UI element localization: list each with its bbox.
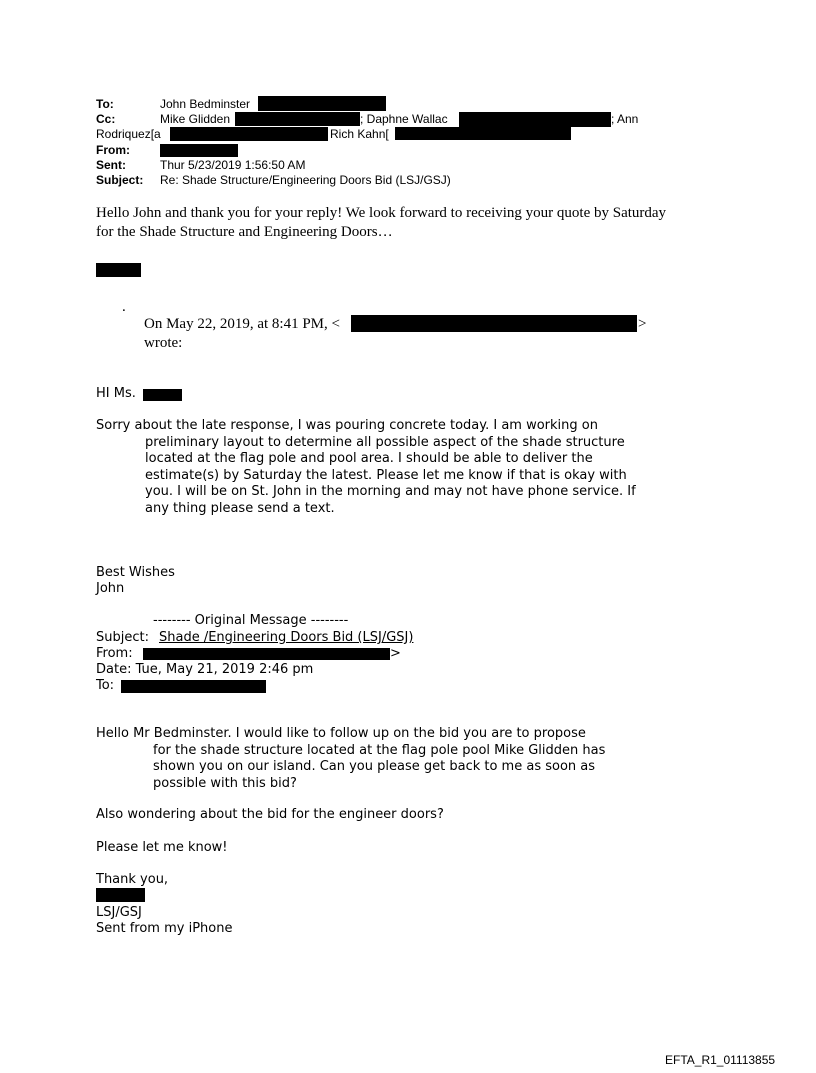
redaction-bar bbox=[170, 127, 328, 141]
subject-label: Subject: bbox=[96, 173, 144, 187]
original-date: Date: Tue, May 21, 2019 2:46 pm bbox=[96, 662, 314, 677]
signoff: Best Wishes bbox=[96, 565, 175, 580]
sent-value: Thur 5/23/2019 1:56:50 AM bbox=[160, 158, 306, 172]
from-label: From: bbox=[96, 143, 130, 157]
redaction-bar bbox=[235, 112, 360, 126]
paragraph-line: preliminary layout to determine all possible aspect of the shade structure bbox=[145, 434, 625, 450]
cc-label: Cc: bbox=[96, 112, 116, 126]
original-subject-value: Shade /Engineering Doors Bid (LSJ/GSJ) bbox=[159, 630, 414, 645]
org-line: LSJ/GSJ bbox=[96, 905, 142, 920]
subject-value: Re: Shade Structure/Engineering Doors Bid (LSJ/GSJ) bbox=[160, 173, 451, 187]
sent-label: Sent: bbox=[96, 158, 126, 172]
original-subject-label: Subject: bbox=[96, 630, 149, 645]
original-divider: -------- Original Message -------- bbox=[153, 613, 349, 628]
paragraph-line: Hello Mr Bedminster. I would like to follow up on the bid you are to propose bbox=[96, 726, 586, 741]
cc-continued: Rodriquez[a bbox=[96, 127, 161, 141]
signature-redaction bbox=[96, 263, 141, 277]
cc-separator: ; Ann bbox=[611, 112, 639, 126]
reply-line: for the Shade Structure and Engineering Doors… bbox=[96, 224, 393, 240]
cc-separator: ; Daphne Wallac bbox=[360, 112, 448, 126]
quote-attribution: On May 22, 2019, at 8:41 PM, < bbox=[144, 316, 340, 332]
redaction-bar bbox=[160, 144, 238, 157]
redaction-bar bbox=[143, 389, 182, 401]
original-to-label: To: bbox=[96, 678, 115, 693]
paragraph-line: Also wondering about the bid for the engineer doors? bbox=[96, 807, 444, 822]
signature-name: John bbox=[96, 581, 125, 596]
quote-attribution-end: > bbox=[638, 316, 647, 332]
cc-continued: Rich Kahn[ bbox=[330, 127, 389, 141]
reply-line: Hello John and thank you for your reply! We look forward to receiving your quote by Saturday bbox=[96, 205, 667, 221]
redaction-bar bbox=[121, 680, 266, 693]
redaction-bar bbox=[143, 648, 390, 660]
to-label: To: bbox=[96, 97, 114, 111]
paragraph-line: Sorry about the late response, I was pouring concrete today. I am working on bbox=[96, 418, 598, 433]
paragraph-line: possible with this bid? bbox=[153, 775, 297, 791]
redaction-bar bbox=[395, 127, 571, 140]
paragraph-line: for the shade structure located at the flag pole pool Mike Glidden has bbox=[153, 742, 606, 758]
paragraph-line: Please let me know! bbox=[96, 840, 228, 855]
paragraph-line: shown you on our island. Can you please get back to me as soon as bbox=[153, 759, 596, 774]
document-id: EFTA_R1_01113855 bbox=[665, 1053, 776, 1067]
redaction-bar bbox=[459, 112, 611, 127]
to-value: John Bedminster bbox=[160, 97, 251, 111]
signature-redaction bbox=[96, 888, 145, 902]
redaction-bar bbox=[351, 315, 637, 332]
original-from-label: From: bbox=[96, 646, 133, 661]
cc-value: Mike Glidden bbox=[160, 112, 231, 126]
paragraph-line: you. I will be on St. John in the morning and may not have phone service. If bbox=[145, 484, 636, 499]
paragraph-line: located at the flag pole and pool area. I should be able to deliver the bbox=[145, 451, 593, 466]
greeting: HI Ms. bbox=[96, 386, 136, 401]
sent-from-line: Sent from my iPhone bbox=[96, 921, 233, 936]
redaction-bar bbox=[258, 96, 386, 111]
thanks-line: Thank you, bbox=[96, 872, 169, 887]
bullet: . bbox=[122, 299, 126, 315]
quote-wrote: wrote: bbox=[144, 335, 183, 351]
paragraph-line: estimate(s) by Saturday the latest. Please let me know if that is okay with bbox=[145, 467, 627, 483]
paragraph-line: any thing please send a text. bbox=[145, 500, 335, 516]
original-from-end: > bbox=[390, 646, 401, 661]
